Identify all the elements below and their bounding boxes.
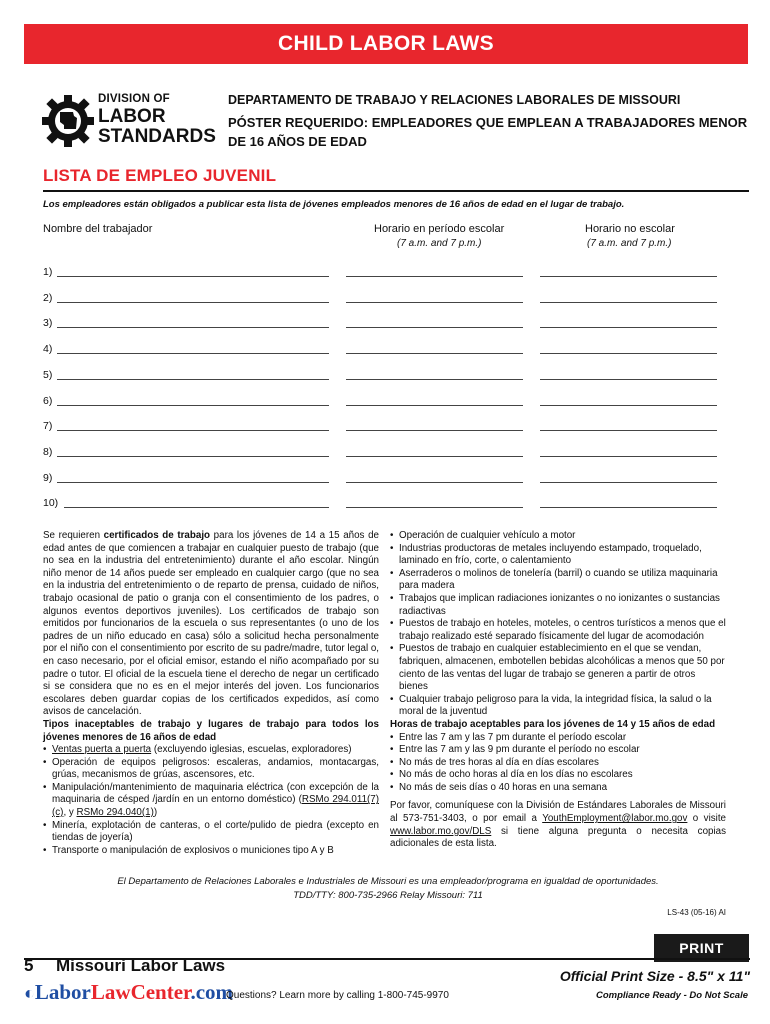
intro-text: Los empleadores están obligados a publicar esta lista de jóvenes empleados menores de 16 años de edad en el lugar de trabajo. (43, 199, 625, 210)
eeo-statement (43, 875, 733, 903)
list-item: • Transporte o manipulación de explosivos o municiones tipo A y B (43, 845, 379, 858)
poster-requirement-line1: PÓSTER REQUERIDO: EMPLEADORES QUE EMPLEAN A TRABAJADORES MENOR (228, 115, 748, 130)
school-hours-field[interactable] (346, 276, 523, 277)
website-link[interactable]: www.labor.mo.gov/DLS (390, 825, 492, 837)
unacceptable-work-heading: Tipos inaceptables de trabajo y lugares de trabajo para todos los jóvenes menores de 16 años de edad (43, 718, 379, 743)
contact-paragraph: Por favor, comuníquese con la División de Estándares Laborales de Missouri al 573-751-3403, o por email a YouthEmployment@labor.mo.gov o visite www.labor.mo.gov/DLS si tiene alguna pregunta o necesita copias adicionales de esta lista. (390, 800, 727, 850)
school-hours-field[interactable] (346, 456, 523, 457)
employee-row (43, 446, 749, 460)
worker-name-field[interactable] (57, 379, 329, 380)
worker-name-header: Nombre del trabajador (43, 223, 153, 235)
list-item: • Puestos de trabajo en cualquier establecimiento en el que se vendan, fabriquen, almacenen, embotellen bebidas alcohólicas a menos que 50 por ciento de las ventas del lugar de trabajo se generen a partir de otros bienes (390, 643, 726, 693)
employee-row (43, 369, 749, 383)
row-number: 10) (43, 497, 59, 510)
nonschool-hours-field[interactable] (540, 430, 717, 431)
nonschool-hours-field[interactable] (540, 302, 717, 303)
employee-row (43, 472, 749, 486)
row-number: 4) (43, 343, 53, 356)
row-number: 1) (43, 266, 53, 278)
page-number: 5 (24, 956, 34, 975)
logo-line-division: DIVISION OF (98, 93, 170, 105)
print-button[interactable]: PRINT (654, 934, 749, 962)
questions-phone: Questions? Learn more by calling 1-800-745-9970 (226, 990, 449, 1001)
list-item: • Minería, explotación de canteras, o el corte/pulido de piedra (excepto en tiendas de joyería) (43, 820, 379, 845)
worker-name-field[interactable] (57, 353, 329, 354)
school-hours-field[interactable] (346, 327, 523, 328)
list-item: • Industrias productoras de metales incluyendo estampado, troquelado, laminado en frío, corte, o calentamiento (390, 543, 726, 568)
list-item: • Ventas puerta a puerta (excluyendo iglesias, escuelas, exploradores) (43, 744, 379, 757)
tdd-line: TDD/TTY: 800-735-2966 Relay Missouri: 711 (293, 890, 483, 901)
list-item: • Cualquier trabajo peligroso para la vida, la integridad física, la salud o la moral de la juventud (390, 694, 726, 719)
division-logo (42, 92, 216, 152)
rsmo-294-040-link[interactable]: RSMo 294.040(1) (76, 807, 154, 819)
school-hours-field[interactable] (346, 482, 523, 483)
school-hours-subheader: (7 a.m. and 7 p.m.) (397, 238, 482, 249)
employee-row (43, 395, 749, 409)
prohibited-work-list (390, 530, 726, 719)
nonschool-hours-field[interactable] (540, 507, 717, 508)
section-title: Missouri Labor Laws (56, 956, 226, 975)
school-hours-field[interactable] (346, 353, 523, 354)
gear-map-icon (42, 92, 94, 150)
list-item: • Manipulación/mantenimiento de maquinaria eléctrica (con excepción de la maquinaria de césped /jardín en un entorno doméstico) (RSMo 294.011(7)(c), y RSMo 294.040(1)) (43, 782, 379, 820)
worker-name-field[interactable] (57, 302, 329, 303)
department-name: DEPARTAMENTO DE TRABAJO Y RELACIONES LABORALES DE MISSOURI (228, 93, 681, 107)
school-hours-field[interactable] (346, 507, 523, 508)
list-item: • Entre las 7 am y las 7 pm durante el período escolar (390, 732, 726, 745)
employee-row (43, 266, 749, 280)
worker-name-field[interactable] (57, 405, 329, 406)
circle-icon: ◐ (24, 983, 35, 1003)
school-hours-field[interactable] (346, 302, 523, 303)
print-size-note: Official Print Size - 8.5" x 11" (559, 968, 750, 984)
poster-requirement (228, 113, 748, 151)
school-hours-field[interactable] (346, 405, 523, 406)
worker-name-field[interactable] (57, 482, 329, 483)
nonschool-hours-header: Horario no escolar (585, 223, 675, 235)
list-item: • Operación de equipos peligrosos: escaleras, andamios, montacargas, grúas, mecanismos de grúas, ascensores, etc. (43, 757, 379, 782)
unacceptable-work-list (43, 744, 379, 857)
employee-row (43, 343, 749, 357)
acceptable-hours-heading: Horas de trabajo aceptables para los jóvenes de 14 y 15 años de edad (390, 718, 716, 730)
left-column-text (43, 530, 379, 857)
row-number: 7) (43, 420, 53, 433)
list-item: • Aserraderos o molinos de tonelería (barril) o cuando se utiliza maquinaria para madera (390, 568, 726, 593)
employee-row (43, 292, 749, 306)
worker-name-field[interactable] (57, 456, 329, 457)
nonschool-hours-subheader: (7 a.m. and 7 p.m.) (587, 238, 672, 249)
employee-row (43, 420, 749, 434)
nonschool-hours-field[interactable] (540, 456, 717, 457)
worker-name-field[interactable] (64, 507, 329, 508)
list-item: • No más de seis días o 40 horas en una semana (390, 782, 726, 795)
worker-name-field[interactable] (57, 276, 329, 277)
list-item: • No más de tres horas al día en días escolares (390, 757, 726, 770)
door-to-door-link[interactable]: Ventas puerta a puerta (52, 744, 152, 756)
worker-name-field[interactable] (57, 430, 329, 431)
acceptable-hours-list (390, 732, 726, 795)
worker-name-field[interactable] (57, 327, 329, 328)
right-column-text (390, 530, 726, 851)
poster-requirement-line2: DE 16 AÑOS DE EDAD (228, 134, 367, 149)
row-number: 2) (43, 291, 53, 304)
school-hours-field[interactable] (346, 379, 523, 380)
list-item: • Entre las 7 am y las 9 pm durante el período no escolar (390, 744, 726, 757)
row-number: 9) (43, 471, 53, 484)
row-number: 6) (43, 394, 53, 407)
school-hours-field[interactable] (346, 430, 523, 431)
title-divider (43, 190, 749, 192)
form-number: LS-43 (05-16) AI (667, 908, 726, 917)
nonschool-hours-field[interactable] (540, 379, 717, 380)
list-item: • Puestos de trabajo en hoteles, moteles, o centros turísticos a menos que el trabajo realizado esté separado físicamente del lugar de acomodación (390, 618, 726, 643)
laborlawcenter-logo[interactable]: ◐LaborLawCenter.com (24, 980, 234, 1004)
nonschool-hours-field[interactable] (540, 327, 717, 328)
row-number: 5) (43, 368, 53, 381)
nonschool-hours-field[interactable] (540, 276, 717, 277)
row-number: 8) (43, 445, 53, 458)
list-title: LISTA DE EMPLEO JUVENIL (43, 166, 277, 185)
nonschool-hours-field[interactable] (540, 482, 717, 483)
logo-line-standards: STANDARDS (98, 125, 216, 147)
list-item: • Operación de cualquier vehículo a motor (390, 530, 726, 543)
eeo-line: El Departamento de Relaciones Laborales e Industriales de Missouri es una empleador/programa en igualdad de oportunidades. (117, 876, 659, 887)
employee-row (43, 317, 749, 331)
email-link[interactable]: YouthEmployment@labor.mo.gov (542, 813, 688, 825)
logo-line-labor: LABOR (98, 105, 166, 127)
nonschool-hours-field[interactable] (540, 353, 717, 354)
row-number: 3) (43, 317, 53, 330)
compliance-note: Compliance Ready - Do Not Scale (595, 990, 748, 1001)
work-certificate-paragraph: Se requieren certificados de trabajo para los jóvenes de 14 a 15 años de edad antes de que comiencen a trabajar en cualquier puesto de trabajo (que no sea en la industria del entretenimiento) durante el año escolar. Ningún niño menor de 14 años puede ser empleado en cualquier cargo (que no sea en la industria del entretenimiento o de reparto de prensa, cuidado de niños, trabajo ocasional de patio o granja con el consentimiento de los padres, o algunos eventos deportivos juveniles). Los certificados de trabajo son emitidos por funcionarios de la escuela o sus representantes (o uno de los padres de un niño educado en casa) sólo a solicitud hecha personalmente por el niño con el consentimiento por escrito de su padre/madre, tutor legal o, en caso necesario, por el oficial emisor, estando el niño acompañado por su padre o tutor. El oficial de la escuela tiene el derecho de negar un certificado si se considera que no es en el mejor interés del joven. Los funcionarios escolares deben guardar copias de los certificados expedidos, así como avisos de cancelación. (43, 530, 380, 718)
list-item: • No más de ocho horas al día en los días no escolares (390, 769, 726, 782)
employee-row (43, 497, 749, 511)
poster-banner: CHILD LABOR LAWS (24, 24, 748, 64)
list-item: • Trabajos que implican radiaciones ionizantes o no ionizantes o sustancias radiactivas (390, 593, 726, 618)
rsmo-294-011-link[interactable]: RSMo 294.011(7)(c) (52, 794, 379, 819)
school-hours-header: Horario en período escolar (374, 223, 505, 235)
nonschool-hours-field[interactable] (540, 405, 717, 406)
